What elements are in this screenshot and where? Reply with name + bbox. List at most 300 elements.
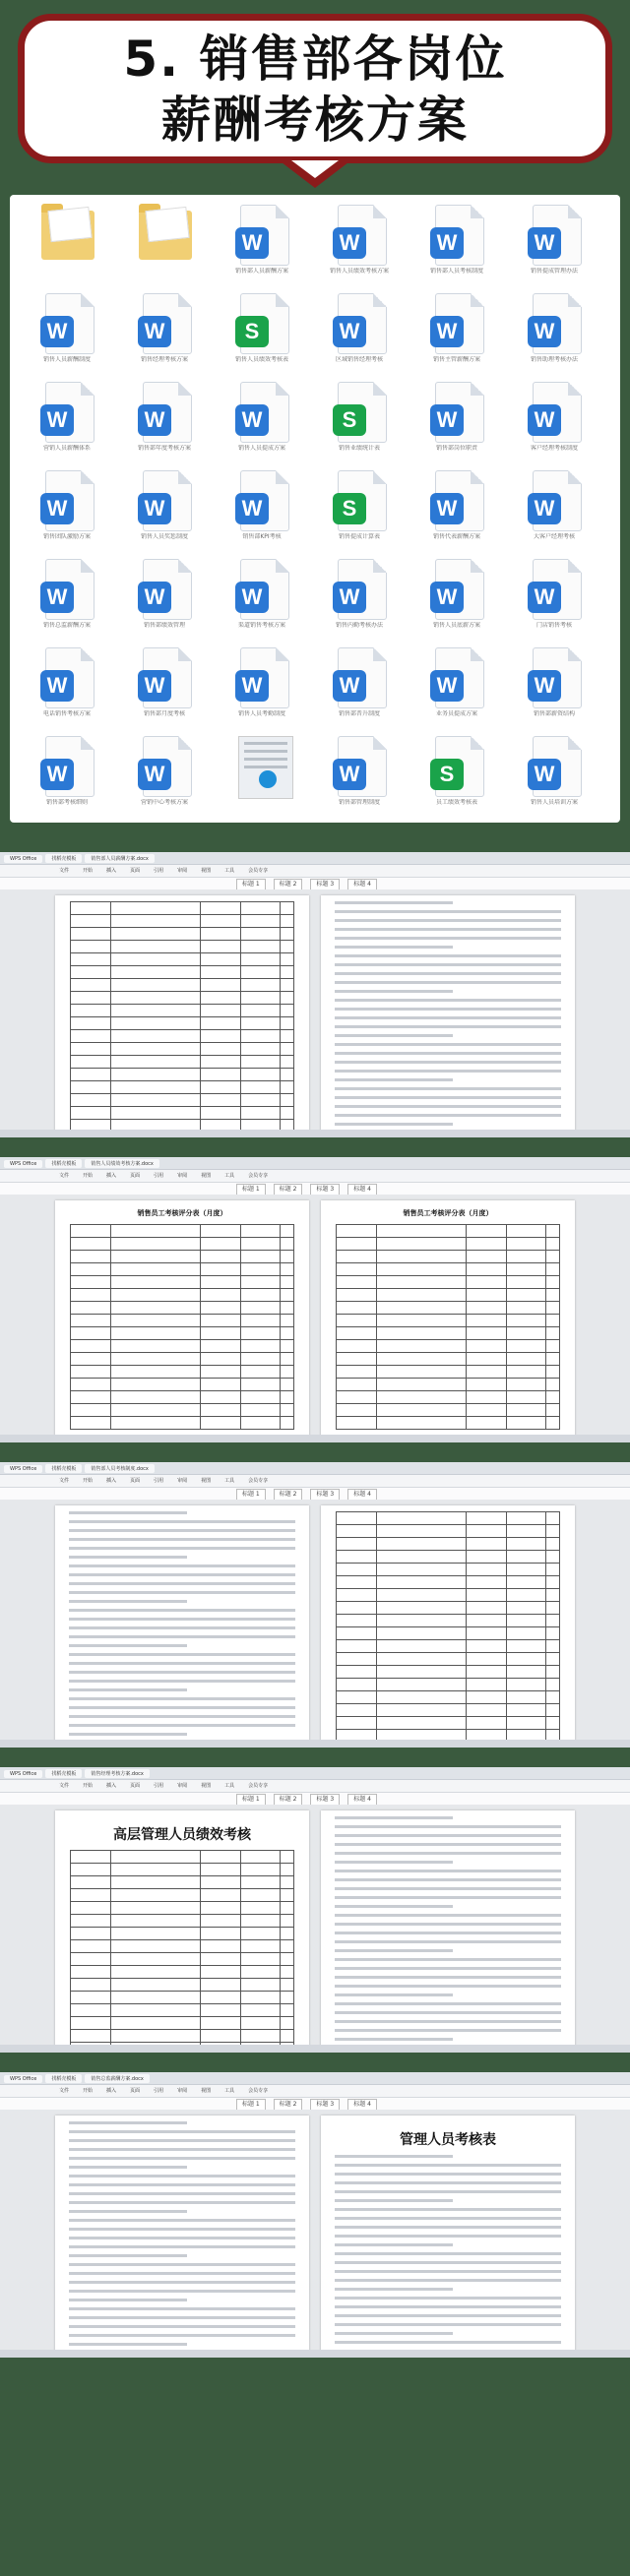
file-name: 销售内勤考核办法 (335, 622, 383, 629)
file-item[interactable] (32, 645, 102, 730)
file-name: 销售总监薪酬方案 (42, 622, 91, 629)
file-name: 销售人员提成方案 (237, 445, 285, 452)
file-item[interactable] (32, 557, 102, 642)
ribbon-tab[interactable]: 插入 (106, 1478, 117, 1484)
style-button[interactable]: 标题 3 (310, 1489, 340, 1501)
file-item[interactable] (519, 734, 590, 819)
file-item[interactable] (226, 734, 297, 819)
window-tab[interactable]: 找稻壳模板 (45, 1769, 82, 1778)
file-item[interactable] (32, 291, 102, 376)
text-line (335, 1976, 561, 1979)
text-line (69, 2290, 295, 2293)
file-item[interactable] (32, 203, 102, 287)
text-line (335, 2181, 561, 2184)
ribbon-tab[interactable]: 视图 (201, 1783, 212, 1789)
file-item[interactable] (226, 380, 297, 464)
page-title: 管理人员考核表 (400, 2132, 496, 2148)
document-icon: W (45, 293, 94, 354)
file-name: 销售部年度考核方案 (137, 445, 191, 452)
document-screenshot (0, 1157, 630, 1442)
document-icon: W (143, 559, 192, 620)
text-line (69, 1688, 187, 1691)
text-line (335, 2199, 453, 2202)
text-line (335, 1870, 561, 1872)
file-item[interactable] (32, 468, 102, 553)
file-item[interactable] (129, 203, 200, 287)
image-file-icon (238, 736, 293, 799)
file-name: 区域销售经理考核 (335, 356, 383, 363)
file-name: 大客户经理考核 (533, 533, 575, 540)
file-item[interactable] (324, 380, 395, 464)
style-button[interactable]: 标题 1 (236, 1184, 266, 1196)
text-line (335, 1061, 561, 1064)
text-line (69, 2245, 295, 2248)
status-bar (0, 2045, 630, 2053)
text-line (69, 2148, 295, 2151)
file-item[interactable] (226, 291, 297, 376)
text-line (335, 1993, 453, 1996)
ribbon-tab[interactable]: 页面 (130, 1173, 141, 1179)
ribbon-tab[interactable]: 页面 (130, 868, 141, 874)
file-item[interactable] (324, 734, 395, 819)
file-name: 电话销售考核方案 (42, 710, 91, 717)
ribbon-tab[interactable]: 开始 (83, 868, 94, 874)
text-line (335, 1123, 453, 1126)
text-line (335, 999, 561, 1002)
file-item[interactable] (324, 557, 395, 642)
ribbon-tab[interactable]: 工具 (224, 1173, 235, 1179)
window-tab[interactable]: 找稻壳模板 (45, 854, 82, 863)
file-name: 渠道销售考核方案 (237, 622, 285, 629)
ribbon-tab[interactable]: 工具 (224, 1783, 235, 1789)
file-item[interactable] (226, 557, 297, 642)
file-item[interactable] (226, 203, 297, 287)
document-icon: W (143, 647, 192, 708)
text-line (69, 2175, 295, 2177)
file-name: 销售部管理制度 (338, 799, 380, 806)
text-line (335, 2038, 453, 2041)
ribbon-tab[interactable]: 插入 (106, 2088, 117, 2094)
file-name: 销售人员考勤制度 (237, 710, 285, 717)
text-line (69, 2210, 187, 2213)
file-item[interactable] (324, 291, 395, 376)
document-canvas (0, 2110, 630, 2358)
file-item[interactable] (519, 557, 590, 642)
text-line (69, 1680, 295, 1683)
ribbon-tab[interactable]: 文件 (59, 868, 70, 874)
text-line (335, 1905, 453, 1908)
file-name: 销售人员奖惩制度 (140, 533, 188, 540)
file-name: 销售部月度考核 (143, 710, 185, 717)
text-line (335, 2164, 561, 2167)
window-tabbar (0, 1157, 630, 1170)
document-icon: W (533, 382, 582, 443)
window-tab[interactable]: 销售部人员考核制度.docx (85, 1464, 155, 1473)
text-line (335, 1985, 561, 1988)
ribbon-tab[interactable]: 引用 (154, 2088, 164, 2094)
document-icon: W (435, 470, 484, 531)
document-icon: W (533, 205, 582, 266)
window-tab[interactable]: WPS Office (4, 855, 42, 863)
ribbon-menu (0, 1475, 630, 1488)
text-line (335, 2011, 561, 2014)
ribbon-tab[interactable]: 视图 (201, 2088, 212, 2094)
file-item[interactable] (519, 203, 590, 287)
document-page (321, 1505, 575, 1748)
document-icon: W (338, 559, 387, 620)
ribbon-tab[interactable]: 插入 (106, 1783, 117, 1789)
file-item[interactable] (324, 203, 395, 287)
file-item[interactable] (421, 291, 492, 376)
document-icon: W (435, 293, 484, 354)
text-line (335, 1852, 561, 1855)
file-item[interactable] (129, 645, 200, 730)
text-line (335, 2323, 561, 2326)
ribbon-tab[interactable]: 页面 (130, 2088, 141, 2094)
document-icon: W (143, 293, 192, 354)
text-line (335, 1025, 561, 1028)
text-line (335, 2243, 453, 2246)
file-item[interactable] (421, 645, 492, 730)
style-button[interactable]: 标题 2 (274, 2099, 303, 2111)
ribbon-tab[interactable]: 审阅 (177, 1478, 188, 1484)
text-line (335, 2190, 561, 2193)
ribbon-tab[interactable]: 视图 (201, 1478, 212, 1484)
text-line (335, 1078, 453, 1081)
ribbon-tab[interactable]: 会员专享 (248, 1783, 269, 1789)
file-item[interactable] (129, 468, 200, 553)
window-tabbar (0, 852, 630, 865)
text-line (69, 2219, 295, 2222)
document-icon: W (143, 470, 192, 531)
file-item[interactable] (421, 557, 492, 642)
document-table (70, 1850, 294, 2053)
file-item[interactable] (519, 291, 590, 376)
text-line (335, 2252, 561, 2255)
style-button[interactable]: 标题 3 (310, 1184, 340, 1196)
ribbon-tab[interactable]: 开始 (83, 1173, 94, 1179)
text-line (69, 2139, 295, 2142)
file-item[interactable] (32, 380, 102, 464)
file-item[interactable] (421, 203, 492, 287)
ribbon-tab[interactable]: 文件 (59, 2088, 70, 2094)
document-icon: W (533, 470, 582, 531)
text-line (335, 2208, 561, 2211)
style-button[interactable]: 标题 4 (347, 2099, 377, 2111)
document-screenshot (0, 1462, 630, 1748)
status-bar (0, 1435, 630, 1442)
ribbon-tab[interactable]: 审阅 (177, 1173, 188, 1179)
document-icon: W (45, 647, 94, 708)
style-button[interactable]: 标题 4 (347, 879, 377, 890)
text-line (335, 901, 453, 904)
document-icon: W (240, 205, 289, 266)
file-item[interactable] (129, 380, 200, 464)
window-tab[interactable]: WPS Office (4, 1465, 42, 1473)
text-line (335, 1861, 453, 1864)
style-button[interactable]: 标题 1 (236, 2099, 266, 2111)
status-bar (0, 1740, 630, 1748)
text-line (69, 1715, 295, 1718)
ribbon-tab[interactable]: 插入 (106, 868, 117, 874)
file-item[interactable] (226, 645, 297, 730)
ribbon-tab[interactable]: 工具 (224, 1478, 235, 1484)
ribbon-tab[interactable]: 审阅 (177, 2088, 188, 2094)
text-line (335, 1878, 561, 1881)
window-tab[interactable]: WPS Office (4, 1770, 42, 1778)
window-tabbar (0, 1767, 630, 1780)
text-line (335, 1887, 561, 1890)
style-button[interactable]: 标题 1 (236, 1794, 266, 1806)
file-name: 客户经理考核制度 (530, 445, 578, 452)
ribbon-tab[interactable]: 会员专享 (248, 1478, 269, 1484)
file-item[interactable] (324, 468, 395, 553)
ribbon-tab[interactable]: 开始 (83, 1478, 94, 1484)
document-icon: W (45, 559, 94, 620)
file-name: 销售代表薪酬方案 (432, 533, 480, 540)
text-line (69, 2272, 295, 2275)
window-tab[interactable]: 找稻壳模板 (45, 1159, 82, 1168)
status-bar (0, 1130, 630, 1137)
spreadsheet-icon: S (435, 736, 484, 797)
style-button[interactable]: 标题 2 (274, 879, 303, 890)
document-icon: W (240, 647, 289, 708)
text-line (335, 1816, 453, 1819)
file-name: 销售提成计算表 (338, 533, 380, 540)
ribbon-tab[interactable]: 会员专享 (248, 2088, 269, 2094)
text-line (335, 2173, 561, 2176)
text-line (69, 1662, 295, 1665)
file-name: 销售经理考核方案 (140, 356, 188, 363)
text-line (69, 2316, 295, 2319)
ribbon-tab[interactable]: 审阅 (177, 868, 188, 874)
page-title: 销售员工考核评分表（月度） (137, 1209, 227, 1217)
ribbon-tab[interactable]: 会员专享 (248, 1173, 269, 1179)
style-button[interactable]: 标题 2 (274, 1794, 303, 1806)
file-item[interactable] (226, 468, 297, 553)
ribbon-tab[interactable]: 视图 (201, 868, 212, 874)
ribbon-tab[interactable]: 页面 (130, 1478, 141, 1484)
text-line (69, 2254, 187, 2257)
document-icon: W (338, 647, 387, 708)
text-line (69, 2121, 187, 2124)
file-name: 销售业绩统计表 (338, 445, 380, 452)
text-line (335, 2332, 453, 2335)
text-line (335, 972, 561, 975)
file-item[interactable] (32, 734, 102, 819)
text-line (69, 1724, 295, 1727)
ribbon-tab[interactable]: 开始 (83, 1783, 94, 1789)
ribbon-menu (0, 1170, 630, 1183)
text-line (69, 2343, 187, 2346)
text-line (335, 2261, 561, 2264)
file-item[interactable] (519, 468, 590, 553)
style-button[interactable]: 标题 3 (310, 879, 340, 890)
text-line (335, 963, 561, 966)
document-icon: W (533, 647, 582, 708)
text-line (335, 2029, 561, 2032)
text-line (335, 919, 561, 922)
ribbon-tab[interactable]: 会员专享 (248, 868, 269, 874)
window-tab[interactable]: WPS Office (4, 1160, 42, 1168)
text-line (335, 1896, 561, 1899)
spreadsheet-icon: S (338, 470, 387, 531)
document-icon: W (240, 382, 289, 443)
window-tab[interactable]: 找稻壳模板 (45, 1464, 82, 1473)
text-line (69, 2263, 295, 2266)
banner-title-line2: 薪酬考核方案 (161, 92, 469, 149)
document-icon: W (143, 382, 192, 443)
text-line (69, 1573, 295, 1576)
window-tab[interactable]: 销售部人员薪酬方案.docx (85, 854, 155, 863)
text-line (335, 2002, 561, 2005)
file-name: 销售助理考核办法 (530, 356, 578, 363)
text-line (69, 1697, 295, 1700)
style-button[interactable]: 标题 1 (236, 879, 266, 890)
page-title: 高层管理人员绩效考核 (113, 1827, 251, 1843)
ribbon-tab[interactable]: 引用 (154, 1478, 164, 1484)
text-line (69, 1591, 295, 1594)
window-tab[interactable]: 销售总监薪酬方案.docx (85, 2074, 150, 2083)
document-page (321, 1200, 575, 1442)
text-line (335, 1825, 561, 1828)
ribbon-tab[interactable]: 引用 (154, 1783, 164, 1789)
text-line (335, 1087, 561, 1090)
document-table (70, 1224, 294, 1430)
window-tabbar (0, 2072, 630, 2085)
text-line (69, 1626, 295, 1629)
document-screenshot (0, 1767, 630, 2053)
document-icon: W (143, 736, 192, 797)
ribbon-tab[interactable]: 引用 (154, 1173, 164, 1179)
file-item[interactable] (519, 380, 590, 464)
window-tab[interactable]: WPS Office (4, 2075, 42, 2083)
text-line (335, 2270, 561, 2273)
text-line (69, 2166, 187, 2169)
text-line (335, 2020, 561, 2023)
file-item[interactable] (129, 291, 200, 376)
file-name: 员工绩效考核表 (435, 799, 477, 806)
style-button[interactable]: 标题 4 (347, 1489, 377, 1501)
style-button[interactable]: 标题 4 (347, 1184, 377, 1196)
text-line (69, 1529, 295, 1532)
title-banner (18, 14, 612, 163)
text-line (69, 2192, 295, 2195)
document-screenshot (0, 852, 630, 1137)
text-line (69, 2334, 295, 2337)
document-table (70, 901, 294, 1133)
file-name: 销售部考核细则 (45, 799, 88, 806)
file-name: 销售人员绩效考核表 (234, 356, 288, 363)
ribbon-tab[interactable]: 审阅 (177, 1783, 188, 1789)
file-item[interactable] (421, 468, 492, 553)
spreadsheet-icon: S (240, 293, 289, 354)
ribbon-tab[interactable]: 工具 (224, 868, 235, 874)
text-line (335, 1914, 561, 1917)
file-name: 营销中心考核方案 (140, 799, 188, 806)
file-item[interactable] (324, 645, 395, 730)
ribbon-tab[interactable]: 文件 (59, 1783, 70, 1789)
ribbon-tab[interactable]: 工具 (224, 2088, 235, 2094)
style-button[interactable]: 标题 3 (310, 2099, 340, 2111)
file-item[interactable] (129, 734, 200, 819)
document-icon: W (338, 293, 387, 354)
window-tabbar (0, 1462, 630, 1475)
document-icon: W (435, 559, 484, 620)
text-line (335, 1923, 561, 1926)
text-line (335, 1034, 453, 1037)
text-line (335, 1114, 561, 1117)
style-button[interactable]: 标题 3 (310, 1794, 340, 1806)
document-icon: W (533, 293, 582, 354)
document-page (55, 895, 309, 1137)
banner-arrow-inner (291, 160, 339, 178)
ribbon-tab[interactable]: 引用 (154, 868, 164, 874)
window-tab[interactable]: 销售人员绩效考核方案.docx (85, 1159, 159, 1168)
ribbon-tab[interactable]: 视图 (201, 1173, 212, 1179)
file-name: 门店销售考核 (536, 622, 572, 629)
style-button[interactable]: 标题 2 (274, 1489, 303, 1501)
spreadsheet-icon: S (338, 382, 387, 443)
text-line (69, 2130, 295, 2133)
document-icon: W (338, 736, 387, 797)
file-name: 销售部人员薪酬方案 (234, 268, 288, 275)
style-button[interactable]: 标题 2 (274, 1184, 303, 1196)
window-tab[interactable]: 找稻壳模板 (45, 2074, 82, 2083)
document-canvas (0, 1195, 630, 1442)
text-line (69, 1609, 295, 1612)
file-name: 销售提成管理办法 (530, 268, 578, 275)
document-page (321, 895, 575, 1137)
text-line (335, 1843, 561, 1846)
document-icon: W (338, 205, 387, 266)
document-page (55, 2116, 309, 2358)
ribbon-tab[interactable]: 文件 (59, 1173, 70, 1179)
ribbon-tab[interactable]: 插入 (106, 1173, 117, 1179)
text-line (69, 1706, 295, 1709)
text-line (69, 2307, 295, 2310)
file-item[interactable] (421, 734, 492, 819)
style-button[interactable]: 标题 4 (347, 1794, 377, 1806)
file-name: 销售团队激励方案 (42, 533, 91, 540)
text-line (69, 1547, 295, 1550)
text-line (69, 2201, 295, 2204)
file-name: 销售人员薪酬制度 (42, 356, 91, 363)
window-tab[interactable]: 销售经理考核方案.docx (85, 1769, 150, 1778)
ribbon-tab[interactable]: 文件 (59, 1478, 70, 1484)
style-button[interactable]: 标题 1 (236, 1489, 266, 1501)
text-line (335, 2279, 561, 2282)
text-line (69, 1671, 295, 1674)
ribbon-tab[interactable]: 页面 (130, 1783, 141, 1789)
text-line (69, 1644, 187, 1647)
document-icon: W (45, 736, 94, 797)
file-name: 销售部岗位职责 (435, 445, 477, 452)
file-item[interactable] (421, 380, 492, 464)
text-line (335, 1016, 561, 1019)
text-line (335, 1967, 561, 1970)
file-item[interactable] (129, 557, 200, 642)
document-page (321, 1810, 575, 2053)
file-item[interactable] (519, 645, 590, 730)
ribbon-tab[interactable]: 开始 (83, 2088, 94, 2094)
file-name: 销售部薪资结构 (533, 710, 575, 717)
text-line (335, 1949, 453, 1952)
text-line (69, 1582, 295, 1585)
text-line (69, 1520, 295, 1523)
text-line (69, 2325, 295, 2328)
text-line (69, 2183, 295, 2186)
